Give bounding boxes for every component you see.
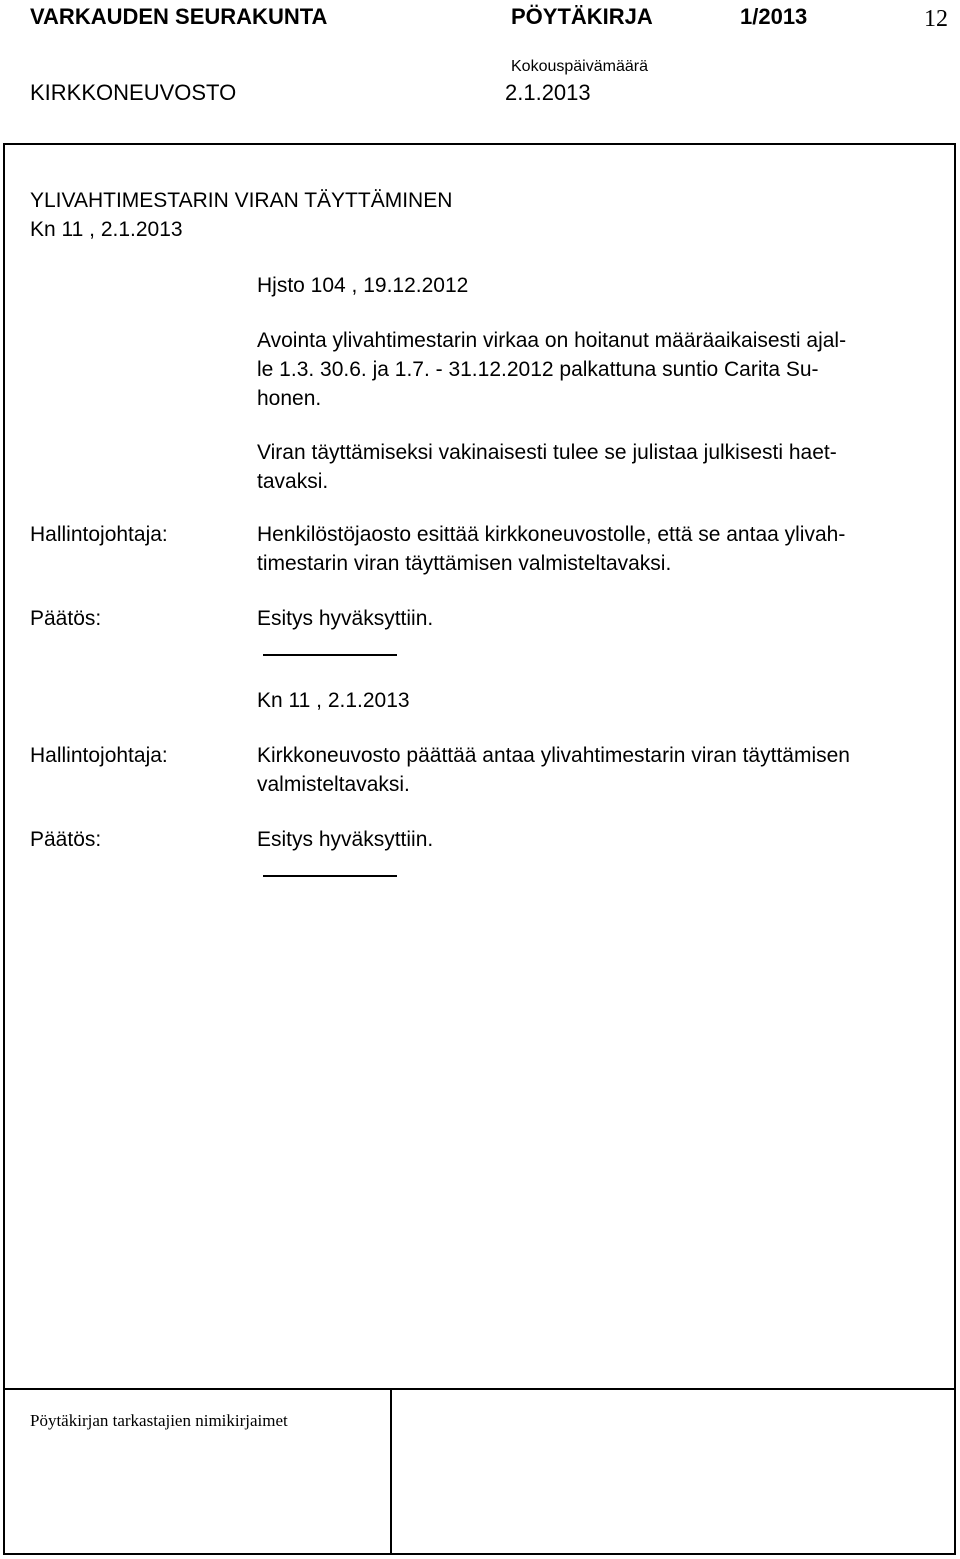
- decision-text: Esitys hyväksyttiin.: [257, 607, 434, 630]
- proposal-line: valmisteltavaksi.: [257, 773, 410, 796]
- item-ref: Kn 11 , 2.1.2013: [257, 689, 410, 712]
- meeting-date: 2.1.2013: [505, 80, 591, 105]
- proposal-label: Hallintojohtaja:: [30, 523, 168, 546]
- parish-name: VARKAUDEN SEURAKUNTA: [30, 4, 328, 29]
- footer-top-border: [3, 1388, 956, 1390]
- paragraph-line: honen.: [257, 387, 322, 410]
- proposal-label: Hallintojohtaja:: [30, 744, 168, 767]
- document-type: PÖYTÄKIRJA: [511, 4, 653, 29]
- meeting-date-label: Kokouspäivämäärä: [511, 58, 648, 75]
- footer-divider: [390, 1388, 392, 1555]
- separator-rule: [263, 654, 397, 656]
- item-ref: Hjsto 104 , 19.12.2012: [257, 274, 469, 297]
- paragraph-line: Avointa ylivahtimestarin virkaa on hoitanut määräaikaisesti ajal-: [257, 329, 847, 352]
- separator-rule: [263, 875, 397, 877]
- section-title: YLIVAHTIMESTARIN VIRAN TÄYTTÄMINEN: [30, 189, 453, 212]
- paragraph-line: Viran täyttämiseksi vakinaisesti tulee se julistaa julkisesti haet-: [257, 441, 837, 464]
- page-number: 12: [924, 6, 948, 32]
- proposal-line: Kirkkoneuvosto päättää antaa ylivahtimestarin viran täyttämisen: [257, 744, 850, 767]
- proposal-line: timestarin viran täyttämisen valmisteltavaksi.: [257, 552, 672, 575]
- body-name: KIRKKONEUVOSTO: [30, 80, 237, 105]
- decision-label: Päätös:: [30, 828, 102, 851]
- paragraph-line: le 1.3. 30.6. ja 1.7. - 31.12.2012 palkattuna suntio Carita Su-: [257, 358, 819, 381]
- decision-label: Päätös:: [30, 607, 102, 630]
- paragraph-line: tavaksi.: [257, 470, 329, 493]
- signature-label: Pöytäkirjan tarkastajien nimikirjaimet: [30, 1411, 288, 1430]
- document-number: 1/2013: [740, 4, 808, 29]
- section-ref: Kn 11 , 2.1.2013: [30, 218, 183, 241]
- proposal-line: Henkilöstöjaosto esittää kirkkoneuvostolle, että se antaa ylivah-: [257, 523, 846, 546]
- decision-text: Esitys hyväksyttiin.: [257, 828, 434, 851]
